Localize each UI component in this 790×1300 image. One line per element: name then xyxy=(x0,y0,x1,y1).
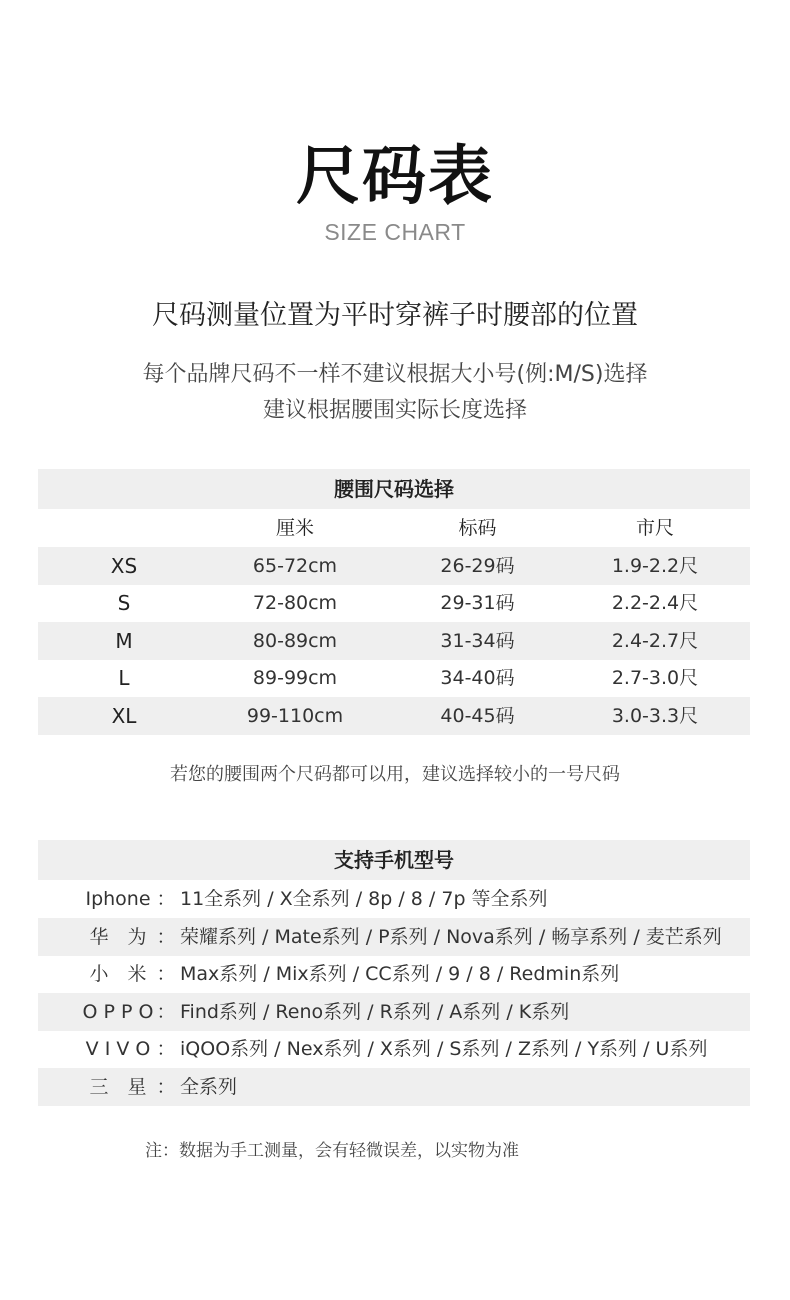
colon: ： xyxy=(156,1076,176,1098)
colon: ： xyxy=(156,963,176,985)
measure-heading: 尺码测量位置为平时穿裤子时腰部的位置 xyxy=(152,300,638,331)
standard-cell: 26-29码 xyxy=(440,555,515,577)
colon: ： xyxy=(156,888,176,910)
models-text: 荣耀系列 / Mate系列 / P系列 / Nova系列 / 畅享系列 / 麦芒系列 xyxy=(180,926,722,948)
size-note: 若您的腰围两个尺码都可以用，建议选择较小的一号尺码 xyxy=(170,764,620,785)
measure-line-2: 建议根据腰围实际长度选择 xyxy=(262,398,527,423)
brand-label: 小 米 xyxy=(89,963,147,985)
standard-cell: 31-34码 xyxy=(440,630,515,652)
brand-label: Iphone xyxy=(85,888,151,910)
size-cell: S xyxy=(117,591,131,615)
brand-label: V I V O xyxy=(85,1038,151,1060)
cm-cell: 80-89cm xyxy=(252,630,338,652)
chi-cell: 1.9-2.2尺 xyxy=(611,555,699,577)
colon: ： xyxy=(156,1038,176,1060)
colon: ： xyxy=(156,1001,176,1023)
standard-cell: 34-40码 xyxy=(440,667,515,689)
size-cell: M xyxy=(115,629,133,653)
header-cell xyxy=(38,509,210,547)
cm-cell: 65-72cm xyxy=(252,555,338,577)
models-text: 11全系列 / X全系列 / 8p / 8 / 7p 等全系列 xyxy=(180,888,548,910)
measure-line-1: 每个品牌尺码不一样不建议根据大小号(例:M/S)选择 xyxy=(142,362,648,387)
chi-cell: 2.2-2.4尺 xyxy=(611,592,699,614)
size-table-title: 腰围尺码选择 xyxy=(38,469,750,509)
chi-cell: 2.4-2.7尺 xyxy=(611,630,699,652)
brand-label: O P P O xyxy=(82,1001,154,1023)
footnote: 注：数据为手工测量，会有轻微误差，以实物为准 xyxy=(145,1141,519,1161)
models-text: iQOO系列 / Nex系列 / X系列 / S系列 / Z系列 / Y系列 / U系列 xyxy=(180,1038,708,1060)
header-cell-chi: 市尺 xyxy=(635,517,674,539)
models-text: Find系列 / Reno系列 / R系列 / A系列 / K系列 xyxy=(180,1001,570,1023)
page-subtitle: SIZE CHART xyxy=(324,219,466,245)
chi-cell: 2.7-3.0尺 xyxy=(611,667,699,689)
cm-cell: 99-110cm xyxy=(246,705,344,727)
cm-cell: 89-99cm xyxy=(252,667,338,689)
models-text: Max系列 / Mix系列 / CC系列 / 9 / 8 / Redmin系列 xyxy=(180,963,620,985)
standard-cell: 29-31码 xyxy=(440,592,515,614)
cm-cell: 72-80cm xyxy=(252,592,338,614)
brand-label: 三 星 xyxy=(89,1076,147,1098)
header-cell-cm: 厘米 xyxy=(275,517,314,539)
size-cell: XL xyxy=(111,704,137,728)
page-title: 尺码表 xyxy=(296,140,494,214)
phone-table-title: 支持手机型号 xyxy=(38,840,750,880)
colon: ： xyxy=(156,926,176,948)
standard-cell: 40-45码 xyxy=(440,705,515,727)
header-cell-standard: 标码 xyxy=(458,517,497,539)
chi-cell: 3.0-3.3尺 xyxy=(611,705,699,727)
size-cell: L xyxy=(118,666,130,690)
models-text: 全系列 xyxy=(180,1076,238,1098)
brand-label: 华 为 xyxy=(89,926,147,948)
size-cell: XS xyxy=(110,554,138,578)
